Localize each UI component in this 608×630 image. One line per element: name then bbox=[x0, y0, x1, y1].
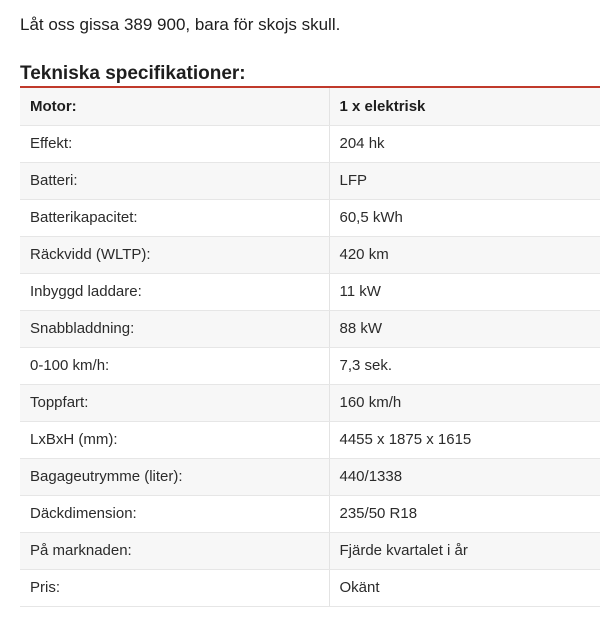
specs-table bbox=[20, 88, 600, 607]
spec-label: Snabbladdning: bbox=[20, 310, 329, 347]
spec-label: Batterikapacitet: bbox=[20, 199, 329, 236]
spec-row-pa-marknaden bbox=[20, 532, 600, 569]
spec-row-snabbladdning bbox=[20, 310, 600, 347]
spec-label: LxBxH (mm): bbox=[20, 421, 329, 458]
spec-row-dimensions bbox=[20, 421, 600, 458]
spec-row-motor bbox=[20, 88, 600, 125]
spec-row-acceleration bbox=[20, 347, 600, 384]
spec-row-pris bbox=[20, 569, 600, 606]
spec-value: 7,3 sek. bbox=[329, 347, 600, 384]
spec-row-dackdimension bbox=[20, 495, 600, 532]
spec-label: Däckdimension: bbox=[20, 495, 329, 532]
spec-value: 204 hk bbox=[329, 125, 600, 162]
spec-value: Fjärde kvartalet i år bbox=[329, 532, 600, 569]
spec-value: 440/1338 bbox=[329, 458, 600, 495]
spec-label: Effekt: bbox=[20, 125, 329, 162]
spec-value: 235/50 R18 bbox=[329, 495, 600, 532]
spec-value: 1 x elektrisk bbox=[329, 88, 600, 125]
spec-label: Pris: bbox=[20, 569, 329, 606]
spec-label: På marknaden: bbox=[20, 532, 329, 569]
spec-label: Bagageutrymme (liter): bbox=[20, 458, 329, 495]
intro-paragraph: Låt oss gissa 389 900, bara för skojs skull. bbox=[20, 15, 341, 34]
spec-value: 88 kW bbox=[329, 310, 600, 347]
spec-row-toppfart bbox=[20, 384, 600, 421]
spec-row-inbyggd-laddare bbox=[20, 273, 600, 310]
spec-label: 0-100 km/h: bbox=[20, 347, 329, 384]
spec-row-bagageutrymme bbox=[20, 458, 600, 495]
spec-row-batteri bbox=[20, 162, 600, 199]
spec-row-rackvidd bbox=[20, 236, 600, 273]
spec-value: 160 km/h bbox=[329, 384, 600, 421]
spec-value: 420 km bbox=[329, 236, 600, 273]
specs-heading: Tekniska specifikationer: bbox=[20, 63, 246, 84]
spec-row-batterikapacitet bbox=[20, 199, 600, 236]
spec-label: Batteri: bbox=[20, 162, 329, 199]
spec-value: 4455 x 1875 x 1615 bbox=[329, 421, 600, 458]
spec-label: Inbyggd laddare: bbox=[20, 273, 329, 310]
spec-value: LFP bbox=[329, 162, 600, 199]
spec-value: 11 kW bbox=[329, 273, 600, 310]
spec-label: Toppfart: bbox=[20, 384, 329, 421]
spec-value: Okänt bbox=[329, 569, 600, 606]
spec-row-effekt bbox=[20, 125, 600, 162]
spec-value: 60,5 kWh bbox=[329, 199, 600, 236]
spec-label: Räckvidd (WLTP): bbox=[20, 236, 329, 273]
spec-label: Motor: bbox=[20, 88, 329, 125]
